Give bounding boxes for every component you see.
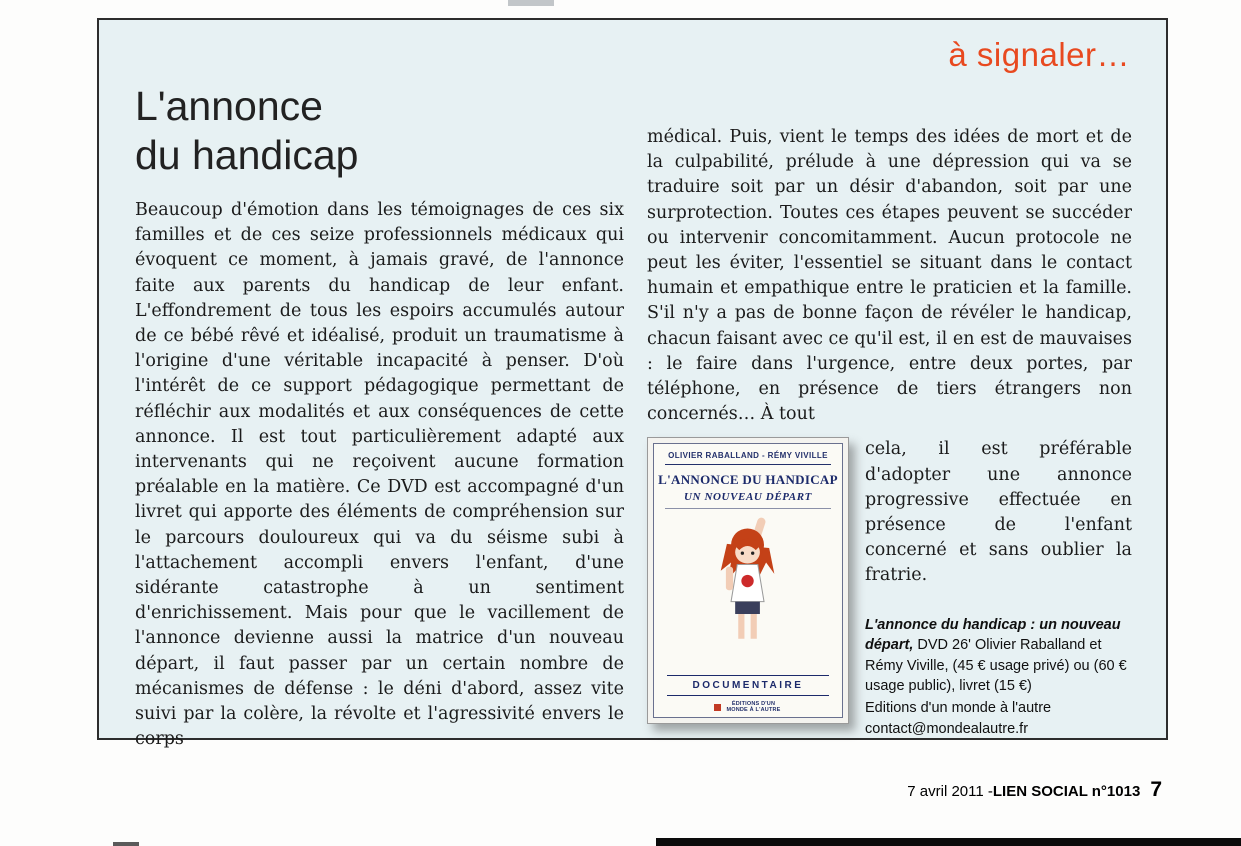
caption-contact-email: contact@mondealautre.fr xyxy=(865,721,1029,738)
publisher-logo-mark xyxy=(714,704,721,711)
footer-journal-issue: LIEN SOCIAL n°1013 xyxy=(992,783,1141,800)
caption-title: L'annonce du handicap : un nouveau départ, xyxy=(865,616,1121,654)
dvd-subtitle: UN NOUVEAU DÉPART xyxy=(665,491,830,509)
scan-artifact-top xyxy=(508,0,554,6)
scan-artifact-bottom-left xyxy=(113,842,139,846)
footer-page-number: 7 xyxy=(1150,778,1162,801)
right-sub-column xyxy=(865,437,1132,739)
dvd-authors: OLIVIER RABALLAND - RÉMY VIVILLE xyxy=(665,451,830,465)
right-column-text-wrap: cela, il est préférable d'adopter une annonce progressive effectuée en présence de l'enfant concerné et sans oublier la fratrie. xyxy=(865,439,1132,586)
dvd-cover-illustration xyxy=(696,513,799,647)
caption-credits: DVD 26' Olivier Raballand et Rémy Viville, (45 € usage privé) ou (60 € usage public), livret (15 €) xyxy=(865,637,1127,695)
page-footer xyxy=(907,778,1162,802)
dvd-title: L'ANNONCE DU HANDICAP xyxy=(658,472,838,488)
article-title-line1: L'annonce xyxy=(135,83,323,129)
article-title xyxy=(135,82,358,180)
section-label: à signaler… xyxy=(948,36,1130,73)
footer-date: 7 avril 2011 - xyxy=(907,783,993,800)
dvd-cover-image xyxy=(647,437,849,724)
right-column xyxy=(647,125,1132,740)
publisher-logo-text: ÉDITIONS D'UN MONDE À L'AUTRE xyxy=(726,701,781,714)
article-title-line2: du handicap xyxy=(135,132,359,178)
dvd-cover-inner xyxy=(653,443,843,718)
right-column-text-top: médical. Puis, vient le temps des idées de mort et de la culpabilité, prélude à une dépression qui va se traduire soit par un désir d'abandon, soit par une surprotection. Toutes ces étapes peuvent se succéder ou intervenir concomitamment. Aucun protocole ne peut les éviter, l'essentiel se situant dans le contact humain et empathique entre le praticien et la famille. S'il n'y a pas de bonne façon de révéler le handicap, chacun faisant avec ce qu'il est, il en est de mauvaises : le faire dans l'urgence, entre deux portes, par téléphone, en présence de tiers étrangers non concernés… À tout xyxy=(647,127,1132,425)
dvd-publisher-logo xyxy=(714,701,783,713)
reference-caption xyxy=(865,615,1132,740)
left-column-text: Beaucoup d'émotion dans les témoignages de ces six familles et de ces seize professionnels médicaux qui évoquent ce moment, à jamais gravé, de l'annonce faite aux parents du handicap de leur enfant. L'effondrement de tous les espoirs accumulés autour de ce bébé rêvé et idéalisé, produit un traumatisme à l'origine d'une véritable incapacité à penser. D'où l'intérêt de ce support pédagogique permettant de réfléchir aux modalités et aux conséquences de cette annonce. Il est tout particulièrement adapté aux intervenants qui ne reçoivent aucune formation préalable en la matière. Ce DVD est accompagné d'un livret qui apporte des éléments de compréhension sur le parcours douloureux qui va du séisme subi à l'attachement accompli envers l'enfant, d'une sidérante catastrophe à un sentiment d'enrichissement. Mais pour que le vacillement de l'annonce devienne aussi la matrice d'un nouveau départ, il faut passer par un certain nombre de mécanismes de défense : le déni d'abord, assez vite suivi par la colère, la révolte et l'agressivité envers le corps xyxy=(135,200,624,750)
media-row xyxy=(647,437,1132,739)
article-panel xyxy=(97,18,1168,750)
scan-artifact-bottom-right xyxy=(656,838,1241,846)
caption-publisher: Editions d'un monde à l'autre xyxy=(865,699,1052,716)
dvd-genre-label: DOCUMENTAIRE xyxy=(667,675,829,696)
